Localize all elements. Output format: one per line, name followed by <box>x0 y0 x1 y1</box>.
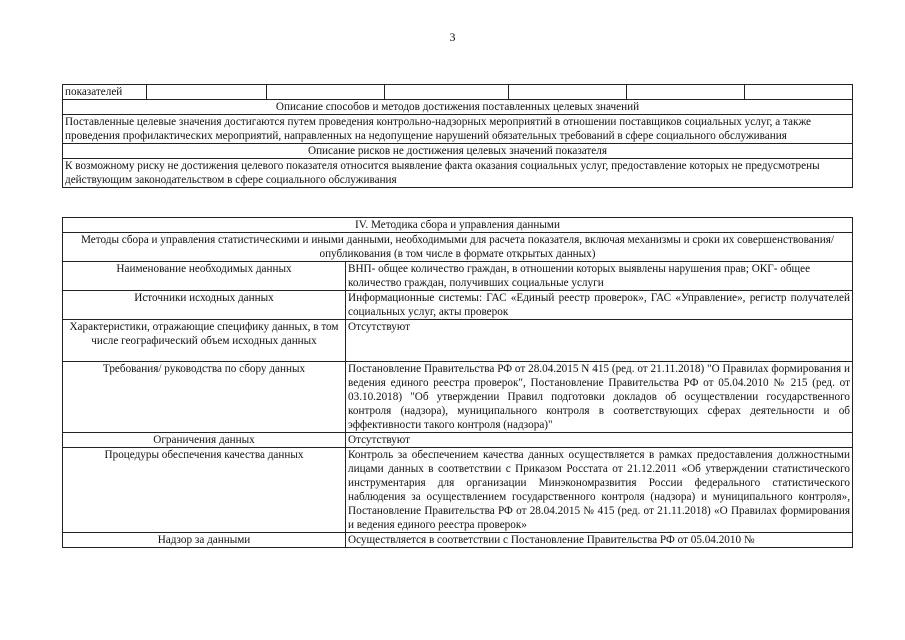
row-value: Отсутствуют <box>346 320 853 362</box>
row-value: Отсутствуют <box>346 433 853 448</box>
table-row <box>63 448 853 533</box>
row-value: Контроль за обеспечением качества данных осуществляется в рамках предоставления должностными лицами данных в соответствии с Приказом Росстата от 21.12.2011 «Об утверждении статистического инструментария для организации Минэкономразвития России федерального статистического наблюдения за осуществлением государственного контроля (надзора) и муниципального контроля», Постановление Правительства РФ от 28.04.2015 № 415 (ред. от 21.11.2018) «О Правилах формирования и ведения единого реестра проверок» <box>346 448 853 533</box>
table-row <box>63 291 853 320</box>
row-value: Осуществляется в соответствии с Постановление Правительства РФ от 05.04.2010 № <box>346 533 853 548</box>
risks-header: Описание рисков не достижения целевых значений показателя <box>63 144 853 159</box>
row-label: Характеристики, отражающие специфику данных, в том числе географический объем исходных данных <box>63 320 346 362</box>
row-label: Требования/ руководства по сбору данных <box>63 362 346 433</box>
indicator-description-table <box>62 84 853 188</box>
empty-cell <box>267 85 385 100</box>
row-label: Источники исходных данных <box>63 291 346 320</box>
empty-cell <box>745 85 853 100</box>
table-row <box>63 262 853 291</box>
table-row <box>63 362 853 433</box>
indicators-label-cell <box>63 85 147 100</box>
table-row <box>63 533 853 548</box>
section-title: IV. Методика сбора и управления данными <box>63 218 853 233</box>
page-number: 3 <box>449 30 456 44</box>
row-value: Информационные системы: ГАС «Единый реестр проверок», ГАС «Управление», регистр получателей социальных услуг, акты проверок <box>346 291 853 320</box>
table-row <box>63 320 853 362</box>
methods-text: Поставленные целевые значения достигаются путем проведения контрольно-надзорных мероприятий в отношении поставщиков социальных услуг, а также проведения профилактических мероприятий, направленных на недопущение нарушений обязательных требований в сфере социального обслуживания <box>63 115 853 144</box>
table-row <box>63 433 853 448</box>
data-methodology-table <box>62 217 853 548</box>
methods-header: Описание способов и методов достижения поставленных целевых значений <box>63 100 853 115</box>
empty-cell <box>147 85 267 100</box>
row-label: Наименование необходимых данных <box>63 262 346 291</box>
row-label: Надзор за данными <box>63 533 346 548</box>
indicators-label: показателей <box>65 86 123 98</box>
row-label: Процедуры обеспечения качества данных <box>63 448 346 533</box>
empty-cell <box>509 85 627 100</box>
risks-text: К возможному риску не достижения целевого показателя относится выявление факта оказания социальных услуг, предоставление которых не предусмотрены действующим законодательством в сфере социального обслуживания <box>63 159 853 188</box>
row-value: Постановление Правительства РФ от 28.04.2015 N 415 (ред. от 21.11.2018) "О Правилах формирования и ведения единого реестра проверок", Постановление Правительства РФ от 05.04.2010 № 215 (ред. от 03.10.2018) "Об утверждении Правил подготовки докладов об осуществлении государственного контроля (надзора), муниципального контроля в соответствующих сферах деятельности и об эффективности такого контроля (надзора)" <box>346 362 853 433</box>
row-value: ВНП- общее количество граждан, в отношении которых выявлены нарушения прав; ОКГ- общее количество граждан, получивших социальные услуги <box>346 262 853 291</box>
empty-cell <box>385 85 509 100</box>
empty-cell <box>627 85 745 100</box>
row-label: Ограничения данных <box>63 433 346 448</box>
section-intro: Методы сбора и управления статистическими и иными данными, необходимыми для расчета показателя, включая механизмы и сроки их совершенствования/опубликования (в том числе в формате открытых данных) <box>63 233 853 262</box>
